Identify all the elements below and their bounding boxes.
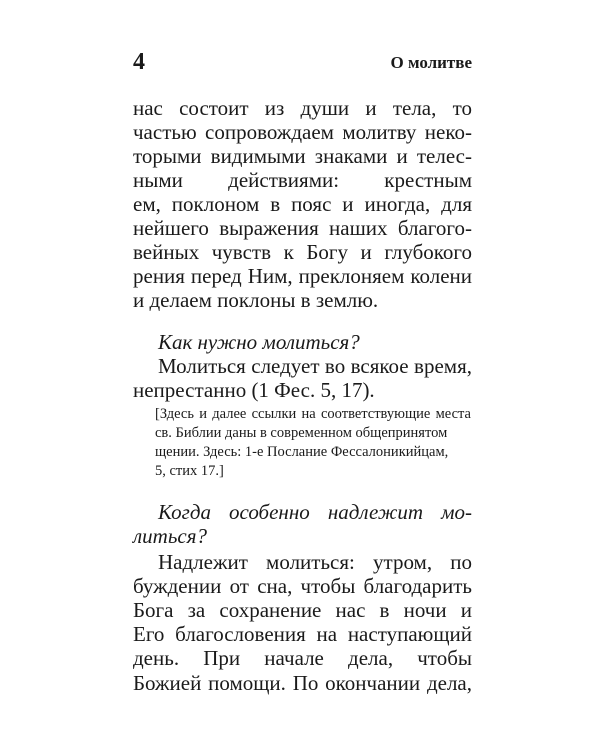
body-line: ными действиями: крестным (133, 168, 472, 192)
answer-line: непрестанно (1 Фес. 5, 17). (133, 378, 375, 402)
answer-line: Бога за сохранение нас в ночи и (133, 598, 472, 622)
body-line: нас состоит из души и тела, то (133, 96, 472, 120)
footnote-line: св. Библии даны в современном общепринятом (155, 425, 448, 441)
body-line: нейшего выражения наших благого- (133, 216, 472, 240)
answer-line: буждении от сна, чтобы благодарить (133, 574, 472, 598)
body-line: и делаем поклоны в землю. (133, 288, 379, 312)
question-heading: Как нужно молиться? (158, 330, 360, 354)
page-number: 4 (133, 49, 145, 75)
answer-line: день. При начале дела, чтобы (133, 646, 472, 670)
footnote-line: [Здесь и далее ссылки на соответствующие места (155, 406, 471, 422)
footnote-line: щении. Здесь: 1-е Послание Фессалоникийцам, (155, 444, 449, 460)
answer-line: Его благословения на наступающий (133, 622, 472, 646)
body-line: рения перед Ним, преклоняем колени (133, 264, 472, 288)
body-line: вейных чувств к Богу и глубокого (133, 240, 472, 264)
body-line: торыми видимыми знаками и телес- (133, 144, 472, 168)
answer-line: Молиться следует во всякое время, (158, 354, 472, 378)
question-heading: Когда особенно надлежит мо- (158, 500, 472, 524)
answer-line: Надлежит молиться: утром, по (158, 550, 472, 574)
answer-line: Божией помощи. По окончании дела, (133, 671, 472, 695)
footnote-line: 5, стих 17.] (155, 463, 224, 479)
body-line: частью сопровождаем молитву неко- (133, 120, 472, 144)
question-heading: литься? (133, 524, 207, 548)
running-title: О молитве (390, 53, 472, 72)
body-line: ем, поклоном в пояс и иногда, для (133, 192, 472, 216)
